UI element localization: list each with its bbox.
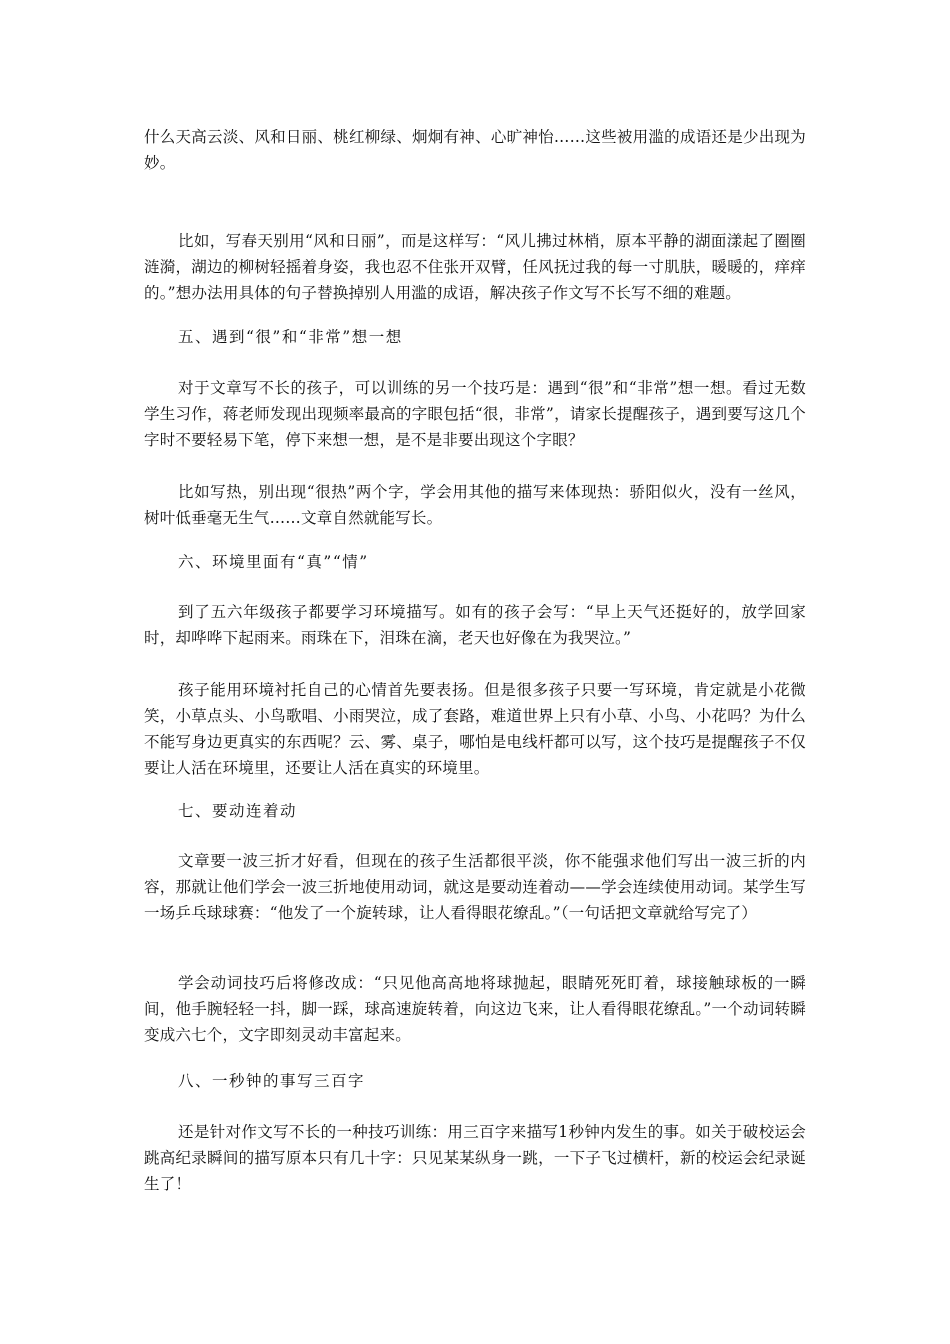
paragraph-hot-example: 比如写热，别出现“很热”两个字，学会用其他的描写来体现热：骄阳似火，没有一丝风，树叶低垂毫无生气……文章自然就能写长。 [144,483,806,527]
section-heading-8: 八、一秒钟的事写三百字 [178,1072,366,1090]
paragraph-environment-example: 到了五六年级孩子都要学习环境描写。如有的孩子会写：“早上天气还挺好的，放学回家时，却哗哗下起雨来。雨珠在下，泪珠在滴，老天也好像在为我哭泣。” [144,603,806,647]
paragraph-one-second: 还是针对作文写不长的一种技巧训练：用三百字来描写1秒钟内发生的事。如关于破校运会跳高纪录瞬间的描写原本只有几十字：只见某某纵身一跳，一下子飞过横杆，新的校运会纪录诞生了！ [144,1123,806,1193]
paragraph-very-technique: 对于文章写不长的孩子，可以训练的另一个技巧是：遇到“很”和“非常”想一想。看过无数学生习作，蒋老师发现出现频率最高的字眼包括“很，非常”，请家长提醒孩子，遇到要写这几个字时不要轻易下笔，停下来想一想，是不是非要出现这个字眼？ [144,379,806,449]
paragraph-verbs-intro: 文章要一波三折才好看，但现在的孩子生活都很平淡，你不能强求他们写出一波三折的内容，那就让他们学会一波三折地使用动词，就这是要动连着动——学会连续使用动词。某学生写一场乒乓球球赛：“他发了一个旋转球，让人看得眼花缭乱。”（一句话把文章就给写完了） [144,852,806,922]
paragraph-environment-advice: 孩子能用环境衬托自己的心情首先要表扬。但是很多孩子只要一写环境，肯定就是小花微笑，小草点头、小鸟歌唱、小雨哭泣，成了套路，难道世界上只有小草、小鸟、小花吗？为什么不能写身边更真实的东西呢？云、雾、桌子，哪怕是电线杆都可以写，这个技巧是提醒孩子不仅要让人活在环境里，还要让人活在真实的环境里。 [144,681,806,777]
section-heading-5: 五、遇到“很”和“非常”想一想 [178,328,403,346]
intro-paragraph: 什么天高云淡、风和日丽、桃红柳绿、炯炯有神、心旷神怡……这些被用滥的成语还是少出现为妙。 [144,128,806,172]
section-heading-6: 六、环境里面有“真”“情” [178,553,369,571]
example-paragraph-spring: 比如，写春天别用“风和日丽”，而是这样写：“风儿拂过林梢，原本平静的湖面漾起了圈圈涟漪，湖边的柳树轻摇着身姿，我也忍不住张开双臂，任风抚过我的每一寸肌肤，暖暖的，痒痒的。”想办法用具体的句子替换掉别人用滥的成语，解决孩子作文写不长写不细的难题。 [144,232,806,302]
paragraph-verbs-revised: 学会动词技巧后将修改成：“只见他高高地将球抛起，眼睛死死盯着，球接触球板的一瞬间，他手腕轻轻一抖，脚一踩，球高速旋转着，向这边飞来，让人看得眼花缭乱。”一个动词转瞬变成六七个，文字即刻灵动丰富起来。 [144,974,806,1044]
section-heading-7: 七、要动连着动 [178,802,298,820]
